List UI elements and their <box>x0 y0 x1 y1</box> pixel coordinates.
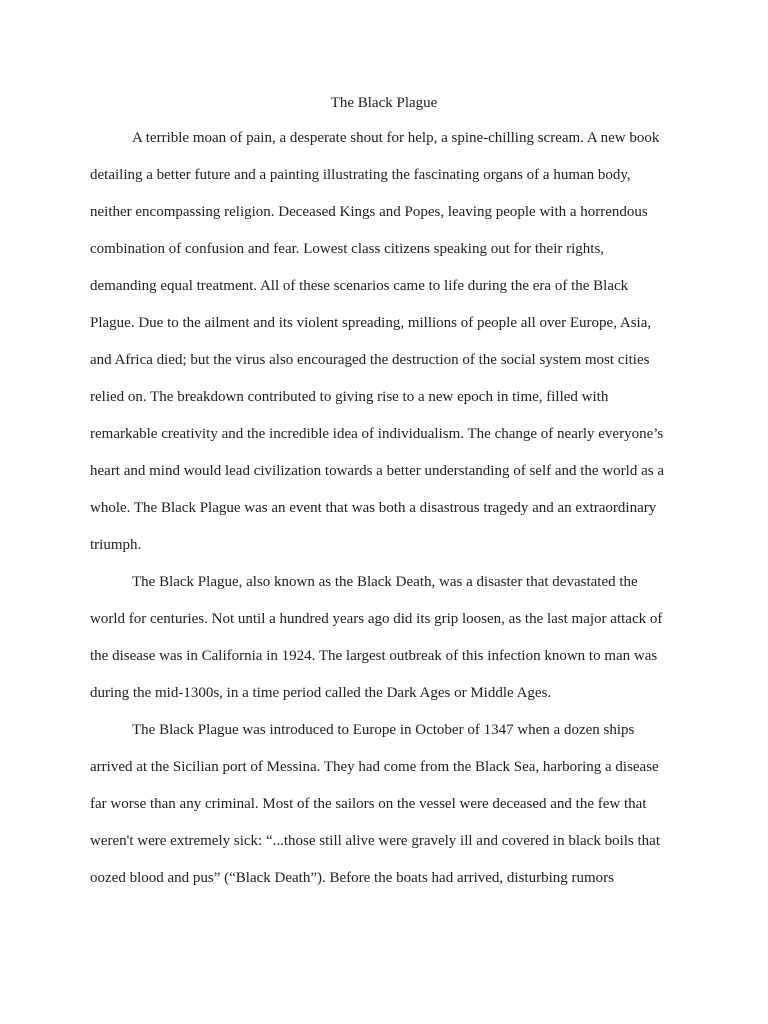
text-line: triumph. <box>90 537 142 553</box>
text-line: the disease was in California in 1924. The largest outbreak of this infection known to man was <box>90 648 658 664</box>
text-line: far worse than any criminal. Most of the sailors on the vessel were deceased and the few that <box>90 796 647 812</box>
text-line: A terrible moan of pain, a desperate shout for help, a spine-chilling scream. A new book <box>132 130 660 146</box>
text-line: relied on. The breakdown contributed to giving rise to a new epoch in time, filled with <box>90 389 609 405</box>
text-line: demanding equal treatment. All of these scenarios came to life during the era of the Black <box>90 278 629 294</box>
text-line: remarkable creativity and the incredible idea of individualism. The change of nearly everyone’s <box>90 426 664 442</box>
text-line: combination of confusion and fear. Lowest class citizens speaking out for their rights, <box>90 241 605 257</box>
text-line: detailing a better future and a painting illustrating the fascinating organs of a human body, <box>90 167 631 183</box>
document-title: The Black Plague <box>330 95 438 111</box>
text-line: weren't were extremely sick: “...those still alive were gravely ill and covered in black boils that <box>90 833 660 849</box>
text-line: The Black Plague, also known as the Black Death, was a disaster that devastated the <box>132 574 638 590</box>
text-line: oozed blood and pus” (“Black Death”). Before the boats had arrived, disturbing rumors <box>90 870 615 886</box>
text-line: Plague. Due to the ailment and its violent spreading, millions of people all over Europe, Asia, <box>90 315 652 331</box>
text-line: The Black Plague was introduced to Europe in October of 1347 when a dozen ships <box>132 722 635 738</box>
text-line: world for centuries. Not until a hundred years ago did its grip loosen, as the last major attack of <box>90 611 663 627</box>
text-line: arrived at the Sicilian port of Messina. They had come from the Black Sea, harboring a disease <box>90 759 659 775</box>
text-line: during the mid-1300s, in a time period called the Dark Ages or Middle Ages. <box>90 685 552 701</box>
text-line: neither encompassing religion. Deceased Kings and Popes, leaving people with a horrendous <box>90 204 648 220</box>
text-line: whole. The Black Plague was an event that was both a disastrous tragedy and an extraordinary <box>90 500 657 516</box>
text-line: and Africa died; but the virus also encouraged the destruction of the social system most cities <box>90 352 650 368</box>
text-line: heart and mind would lead civilization towards a better understanding of self and the world as a <box>90 463 664 479</box>
